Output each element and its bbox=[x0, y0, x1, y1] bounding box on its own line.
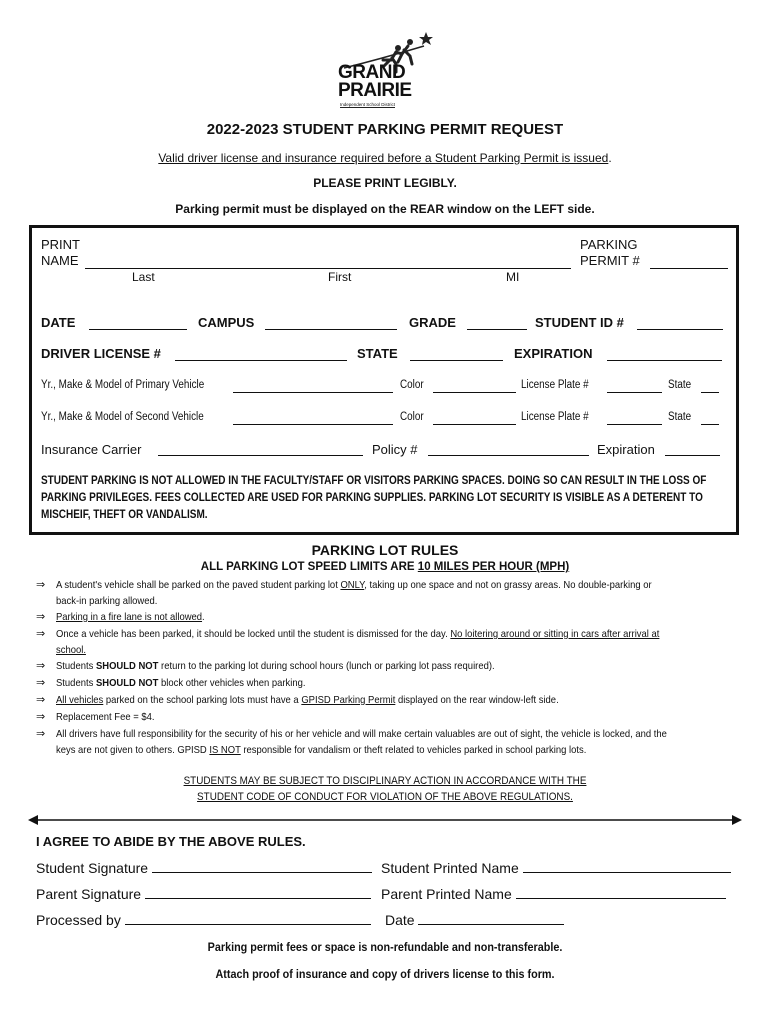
insurance-expiration-field[interactable] bbox=[665, 443, 720, 456]
campus-field[interactable] bbox=[265, 317, 397, 330]
student-signature-label: Student Signature bbox=[36, 860, 149, 876]
student-signature-field[interactable] bbox=[152, 860, 372, 873]
rule-2-period: . bbox=[202, 611, 205, 623]
primary-state-field[interactable] bbox=[701, 380, 719, 393]
policy-label: Policy # bbox=[372, 442, 418, 457]
expiration-field[interactable] bbox=[607, 348, 722, 361]
policy-field[interactable] bbox=[428, 443, 589, 456]
attach-note: Attach proof of insurance and copy of drivers license to this form. bbox=[215, 967, 555, 981]
rule-7-text: Replacement Fee = $4. bbox=[56, 711, 155, 723]
logo-district: Independent School District bbox=[340, 102, 396, 107]
second-vehicle-field[interactable] bbox=[233, 412, 393, 425]
logo-grand: GRAND bbox=[338, 62, 406, 83]
requirement-text: Valid driver license and insurance required before a Student Parking Permit is issued bbox=[158, 151, 609, 165]
driver-license-label: DRIVER LICENSE # bbox=[41, 346, 161, 361]
parent-signature-row bbox=[36, 886, 371, 902]
rule-1-continued: back-in parking allowed. bbox=[56, 594, 158, 607]
agreement-title: I AGREE TO ABIDE BY THE ABOVE RULES. bbox=[36, 834, 306, 849]
primary-color-label: Color bbox=[400, 379, 424, 391]
rule-1-rest: , taking up one space and not on grassy areas. No double-parking or bbox=[364, 579, 652, 591]
primary-plate-field[interactable] bbox=[607, 380, 662, 393]
arrow-icon: ⇒ bbox=[36, 660, 46, 672]
processed-date-field[interactable] bbox=[418, 912, 564, 925]
parent-printed-label: Parent Printed Name bbox=[381, 886, 512, 902]
requirement-period: . bbox=[608, 151, 612, 165]
requirement-note bbox=[0, 151, 770, 165]
rule-3-loitering: No loitering around or sitting in cars after arrival at bbox=[450, 628, 660, 640]
date-label: DATE bbox=[41, 315, 76, 330]
parking-label: PARKING bbox=[580, 237, 638, 252]
district-logo bbox=[334, 28, 434, 114]
student-signature-row bbox=[36, 860, 372, 876]
primary-vehicle-label: Yr., Make & Model of Primary Vehicle bbox=[41, 379, 205, 391]
rule-8-text: All drivers have full responsibility for the security of his or her vehicle and will make certain valuables are out of sight, the vehicle is locked, and the bbox=[56, 728, 667, 740]
grade-field[interactable] bbox=[467, 317, 527, 330]
rule-6-rest: displayed on the rear window-left side. bbox=[395, 694, 559, 706]
grade-label: GRADE bbox=[409, 315, 456, 330]
arrow-icon: ⇒ bbox=[36, 628, 46, 640]
rule-1-text: A student's vehicle shall be parked on the paved student parking lot bbox=[56, 579, 341, 591]
second-plate-label: License Plate # bbox=[521, 411, 589, 423]
mi-caption: MI bbox=[506, 270, 520, 284]
page-title: 2022-2023 STUDENT PARKING PERMIT REQUEST bbox=[206, 121, 564, 138]
first-name-caption: First bbox=[328, 270, 352, 284]
processed-by-row bbox=[36, 912, 371, 928]
student-id-field[interactable] bbox=[637, 317, 723, 330]
rule-2-text: Parking in a fire lane is not allowed bbox=[56, 611, 203, 623]
name-label: NAME bbox=[41, 253, 79, 268]
state-field[interactable] bbox=[410, 348, 503, 361]
second-state-field[interactable] bbox=[701, 412, 719, 425]
parent-signature-label: Parent Signature bbox=[36, 886, 142, 902]
primary-color-field[interactable] bbox=[433, 380, 516, 393]
rule-4-rest: return to the parking lot during school hours (lunch or parking lot pass required). bbox=[158, 660, 495, 672]
driver-license-field[interactable] bbox=[175, 348, 347, 361]
insurance-label: Insurance Carrier bbox=[41, 442, 142, 457]
last-name-caption: Last bbox=[132, 270, 155, 284]
second-color-label: Color bbox=[400, 411, 424, 423]
second-state-label: State bbox=[668, 411, 692, 423]
rule-5-rest: block other vehicles when parking. bbox=[158, 677, 306, 689]
arrow-icon: ⇒ bbox=[36, 694, 46, 706]
state-label: STATE bbox=[357, 346, 398, 361]
student-printed-label: Student Printed Name bbox=[381, 860, 519, 876]
second-color-field[interactable] bbox=[433, 412, 516, 425]
arrow-icon: ⇒ bbox=[36, 711, 46, 723]
speed-limit-value: 10 MILES PER HOUR (MPH) bbox=[417, 561, 570, 573]
parent-signature-field[interactable] bbox=[145, 886, 371, 899]
date-field[interactable] bbox=[89, 317, 187, 330]
expiration-label: EXPIRATION bbox=[514, 346, 593, 361]
processed-date-row bbox=[385, 912, 564, 928]
second-plate-field[interactable] bbox=[607, 412, 662, 425]
second-vehicle-label: Yr., Make & Model of Second Vehicle bbox=[41, 411, 204, 423]
student-printed-field[interactable] bbox=[523, 860, 731, 873]
rule-3-continued: school. bbox=[56, 643, 86, 656]
double-arrow-divider bbox=[28, 813, 742, 827]
name-field[interactable] bbox=[85, 256, 571, 269]
campus-label: CAMPUS bbox=[198, 315, 255, 330]
rule-4-text: Students bbox=[56, 660, 96, 672]
speed-limit bbox=[0, 561, 770, 573]
rule-5-text: Students bbox=[56, 677, 96, 689]
rule-6-middle: parked on the school parking lots must have a bbox=[103, 694, 302, 706]
rule-4-emphasis: SHOULD NOT bbox=[95, 660, 159, 672]
permit-label: PERMIT # bbox=[580, 253, 640, 268]
parking-warning: STUDENT PARKING IS NOT ALLOWED IN THE FACULTY/STAFF OR VISITORS PARKING SPACES. DOING SO CAN RESULT IN THE LOSS OF PARKING PRIVILEGES. FEES COLLECTED ARE USED FOR PARKING SUPPLIES. PARKING LOT SECURITY IS VISIBLE AS A DETERENT TO MISCHEIF, THEFT OR VANDALISM. bbox=[41, 475, 707, 521]
arrow-icon: ⇒ bbox=[36, 677, 46, 689]
arrow-icon: ⇒ bbox=[36, 611, 46, 623]
display-note: Parking permit must be displayed on the REAR window on the LEFT side. bbox=[175, 202, 595, 216]
primary-vehicle-field[interactable] bbox=[233, 380, 393, 393]
primary-plate-label: License Plate # bbox=[521, 379, 589, 391]
rule-3-text: Once a vehicle has been parked, it should be locked until the student is dismissed for the day. bbox=[56, 628, 451, 640]
insurance-field[interactable] bbox=[158, 443, 363, 456]
disciplinary-note-line2: STUDENT CODE OF CONDUCT FOR VIOLATION OF THE ABOVE REGULATIONS. bbox=[197, 791, 573, 803]
permit-number-field[interactable] bbox=[650, 256, 728, 269]
rules-title: PARKING LOT RULES bbox=[311, 542, 459, 558]
student-id-label: STUDENT ID # bbox=[535, 315, 624, 330]
rule-6-permit: GPISD Parking Permit bbox=[301, 694, 396, 706]
disciplinary-note-line1: STUDENTS MAY BE SUBJECT TO DISCIPLINARY ACTION IN ACCORDANCE WITH THE bbox=[183, 775, 587, 787]
insurance-expiration-label: Expiration bbox=[597, 442, 655, 457]
print-label: PRINT bbox=[41, 237, 80, 252]
rule-5-emphasis: SHOULD NOT bbox=[95, 677, 159, 689]
print-legibly-note: PLEASE PRINT LEGIBLY. bbox=[313, 176, 457, 190]
rule-1-only: ONLY bbox=[340, 579, 365, 591]
processed-by-label: Processed by bbox=[36, 912, 121, 928]
primary-state-label: State bbox=[668, 379, 692, 391]
rule-8-rest: responsible for vandalism or theft related to vehicles parked in school parking lots. bbox=[240, 743, 587, 756]
speed-limit-prefix: ALL PARKING LOT SPEED LIMITS ARE bbox=[200, 561, 418, 573]
student-printed-row bbox=[381, 860, 731, 876]
rule-8-emphasis: IS NOT bbox=[209, 743, 241, 756]
logo-prairie: PRAIRIE bbox=[338, 80, 412, 101]
parent-printed-row bbox=[381, 886, 726, 902]
parent-printed-field[interactable] bbox=[516, 886, 726, 899]
rule-8-continued: keys are not given to others. GPISD bbox=[56, 743, 210, 756]
processed-date-label: Date bbox=[385, 912, 415, 928]
processed-by-field[interactable] bbox=[125, 912, 371, 925]
rule-6-text: All vehicles bbox=[56, 694, 104, 706]
arrow-icon: ⇒ bbox=[36, 728, 46, 740]
fees-note: Parking permit fees or space is non-refundable and non-transferable. bbox=[207, 940, 563, 954]
arrow-icon: ⇒ bbox=[36, 579, 46, 591]
